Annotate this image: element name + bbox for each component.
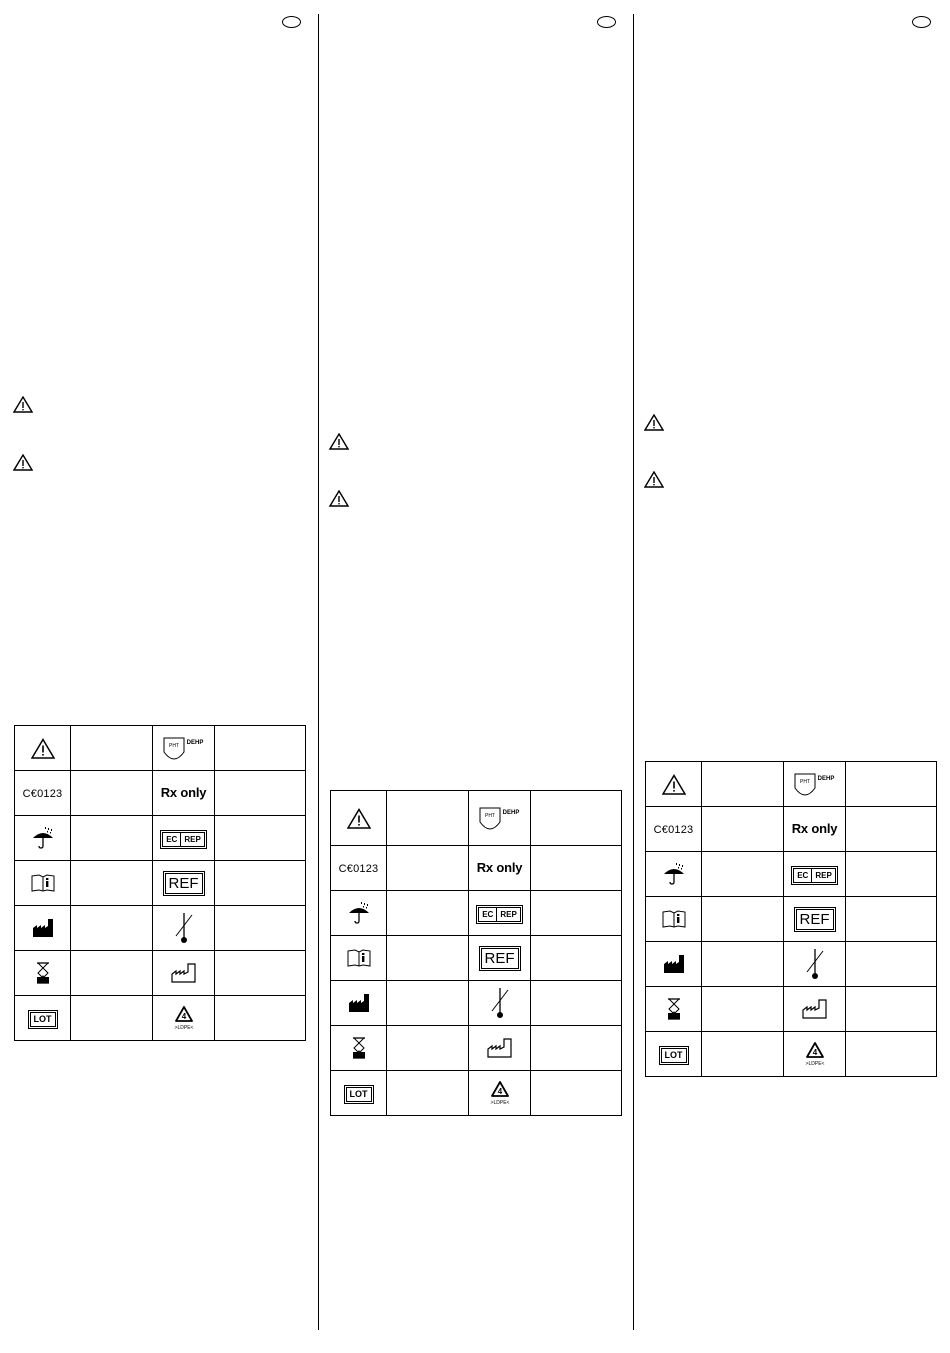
description-cell <box>846 852 937 897</box>
description-cell <box>531 791 622 846</box>
pht-label: PHT <box>799 779 810 785</box>
lot-label: LOT <box>661 1048 687 1063</box>
ec-text: EC <box>797 871 809 880</box>
symbol-cell <box>784 1032 846 1077</box>
symbol-cell <box>15 771 71 816</box>
keep-dry-umbrella-icon <box>662 862 686 886</box>
description-cell <box>846 762 937 807</box>
description-cell <box>846 897 937 942</box>
symbol-cell <box>153 906 215 951</box>
symbol-cell <box>15 726 71 771</box>
symbol-cell <box>646 807 702 852</box>
use-by-hourglass-icon <box>667 998 681 1020</box>
symbol-cell <box>469 1071 531 1116</box>
pht-label: PHT <box>168 743 179 749</box>
description-cell <box>215 951 306 996</box>
symbol-cell <box>646 942 702 987</box>
symbol-cell <box>331 791 387 846</box>
lot-label: LOT <box>30 1012 56 1027</box>
symbol-cell <box>784 987 846 1032</box>
symbol-cell <box>153 816 215 861</box>
description-cell <box>215 816 306 861</box>
description-cell <box>387 1026 469 1071</box>
warning-triangle-icon <box>347 808 371 829</box>
symbol-cell <box>15 861 71 906</box>
warning-triangle-icon <box>31 738 55 759</box>
warning-triangle-icon <box>662 774 686 795</box>
symbol-cell <box>153 951 215 996</box>
symbols-table <box>330 790 622 1116</box>
recycle-ldpe-icon <box>800 1041 830 1067</box>
rep-text: REP <box>180 833 203 846</box>
symbol-cell <box>331 1071 387 1116</box>
description-cell <box>215 861 306 906</box>
manufacturer-factory-icon <box>348 993 370 1013</box>
description-cell <box>702 897 784 942</box>
ec-text: EC <box>166 835 178 844</box>
temperature-limit-icon <box>805 947 825 981</box>
description-cell <box>387 981 469 1026</box>
ce-mark: C€0123 <box>338 863 379 875</box>
lot-label: LOT <box>346 1087 372 1102</box>
description-cell <box>71 726 153 771</box>
description-cell <box>387 1071 469 1116</box>
symbol-cell <box>331 981 387 1026</box>
warning-triangle-icon <box>329 433 349 450</box>
symbol-cell <box>469 791 531 846</box>
warning-triangle-icon <box>13 396 33 413</box>
column-3 <box>634 0 950 1353</box>
date-of-manufacture-icon <box>171 963 197 983</box>
language-circle-icon <box>912 16 931 28</box>
symbol-cell <box>469 846 531 891</box>
dehp-label: DEHP <box>502 810 519 816</box>
symbol-cell <box>784 897 846 942</box>
recycle-code: 4 <box>181 1012 186 1021</box>
description-cell <box>702 987 784 1032</box>
ec-rep-label <box>162 832 205 847</box>
rx-only-label: Rx only <box>476 860 523 875</box>
keep-dry-umbrella-icon <box>347 901 371 925</box>
description-cell <box>702 807 784 852</box>
pht-dehp-icon <box>478 806 522 830</box>
description-cell <box>387 936 469 981</box>
ce-mark: C€0123 <box>22 788 63 800</box>
date-of-manufacture-icon <box>802 999 828 1019</box>
ref-label: REF <box>796 909 834 930</box>
description-cell <box>215 771 306 816</box>
description-cell <box>531 981 622 1026</box>
rep-text: REP <box>811 869 834 882</box>
symbol-cell <box>15 996 71 1041</box>
column-1 <box>0 0 318 1353</box>
symbol-cell <box>646 1032 702 1077</box>
consult-instructions-icon <box>662 910 686 928</box>
language-circle-icon <box>282 16 301 28</box>
description-cell <box>71 861 153 906</box>
description-cell <box>215 996 306 1041</box>
symbol-cell <box>15 906 71 951</box>
recycle-material: >LDPE< <box>174 1025 193 1031</box>
warning-triangle-icon <box>644 471 664 488</box>
recycle-code: 4 <box>812 1048 817 1057</box>
symbol-cell <box>646 897 702 942</box>
consult-instructions-icon <box>31 874 55 892</box>
ec-text: EC <box>482 910 494 919</box>
symbol-cell <box>469 891 531 936</box>
use-by-hourglass-icon <box>36 962 50 984</box>
symbol-cell <box>331 846 387 891</box>
ref-label: REF <box>165 873 203 894</box>
description-cell <box>531 891 622 936</box>
manufacturer-factory-icon <box>663 954 685 974</box>
ce-mark: C€0123 <box>653 824 694 836</box>
description-cell <box>387 791 469 846</box>
rep-text: REP <box>496 908 519 921</box>
recycle-code: 4 <box>497 1087 502 1096</box>
description-cell <box>71 951 153 996</box>
description-cell <box>387 846 469 891</box>
symbol-cell <box>646 987 702 1032</box>
use-by-hourglass-icon <box>352 1037 366 1059</box>
recycle-material: >LDPE< <box>490 1100 509 1106</box>
description-cell <box>531 936 622 981</box>
symbol-cell <box>153 726 215 771</box>
symbol-cell <box>331 1026 387 1071</box>
symbol-cell <box>331 936 387 981</box>
rx-only-label: Rx only <box>791 821 838 836</box>
pht-dehp-icon <box>793 772 837 796</box>
column-2 <box>319 0 633 1353</box>
warning-triangle-icon <box>644 414 664 431</box>
manufacturer-factory-icon <box>32 918 54 938</box>
ref-label: REF <box>481 948 519 969</box>
symbol-cell <box>15 951 71 996</box>
symbol-cell <box>153 771 215 816</box>
description-cell <box>702 762 784 807</box>
symbol-cell <box>646 762 702 807</box>
dehp-label: DEHP <box>817 776 834 782</box>
description-cell <box>71 816 153 861</box>
language-circle-icon <box>597 16 616 28</box>
symbol-cell <box>153 996 215 1041</box>
symbol-cell <box>331 891 387 936</box>
description-cell <box>702 942 784 987</box>
temperature-limit-icon <box>174 911 194 945</box>
recycle-material: >LDPE< <box>805 1061 824 1067</box>
description-cell <box>531 1026 622 1071</box>
temperature-limit-icon <box>490 986 510 1020</box>
ec-rep-label <box>793 868 836 883</box>
keep-dry-umbrella-icon <box>31 826 55 850</box>
symbol-cell <box>784 942 846 987</box>
recycle-ldpe-icon <box>485 1080 515 1106</box>
warning-triangle-icon <box>13 454 33 471</box>
symbols-table <box>14 725 306 1041</box>
rx-only-label: Rx only <box>160 785 207 800</box>
description-cell <box>531 846 622 891</box>
description-cell <box>71 996 153 1041</box>
description-cell <box>846 1032 937 1077</box>
description-cell <box>702 852 784 897</box>
description-cell <box>846 987 937 1032</box>
symbol-cell <box>469 1026 531 1071</box>
description-cell <box>846 942 937 987</box>
description-cell <box>702 1032 784 1077</box>
description-cell <box>846 807 937 852</box>
symbol-cell <box>469 981 531 1026</box>
date-of-manufacture-icon <box>487 1038 513 1058</box>
warning-triangle-icon <box>329 490 349 507</box>
symbol-cell <box>153 861 215 906</box>
symbol-cell <box>784 762 846 807</box>
symbol-cell <box>646 852 702 897</box>
description-cell <box>531 1071 622 1116</box>
symbol-cell <box>469 936 531 981</box>
dehp-label: DEHP <box>186 740 203 746</box>
ec-rep-label <box>478 907 521 922</box>
pht-label: PHT <box>484 813 495 819</box>
description-cell <box>71 906 153 951</box>
symbol-cell <box>15 816 71 861</box>
pht-dehp-icon <box>162 736 206 760</box>
description-cell <box>215 726 306 771</box>
description-cell <box>215 906 306 951</box>
description-cell <box>387 891 469 936</box>
symbols-table <box>645 761 937 1077</box>
symbol-cell <box>784 807 846 852</box>
consult-instructions-icon <box>347 949 371 967</box>
description-cell <box>71 771 153 816</box>
symbol-cell <box>784 852 846 897</box>
recycle-ldpe-icon <box>169 1005 199 1031</box>
